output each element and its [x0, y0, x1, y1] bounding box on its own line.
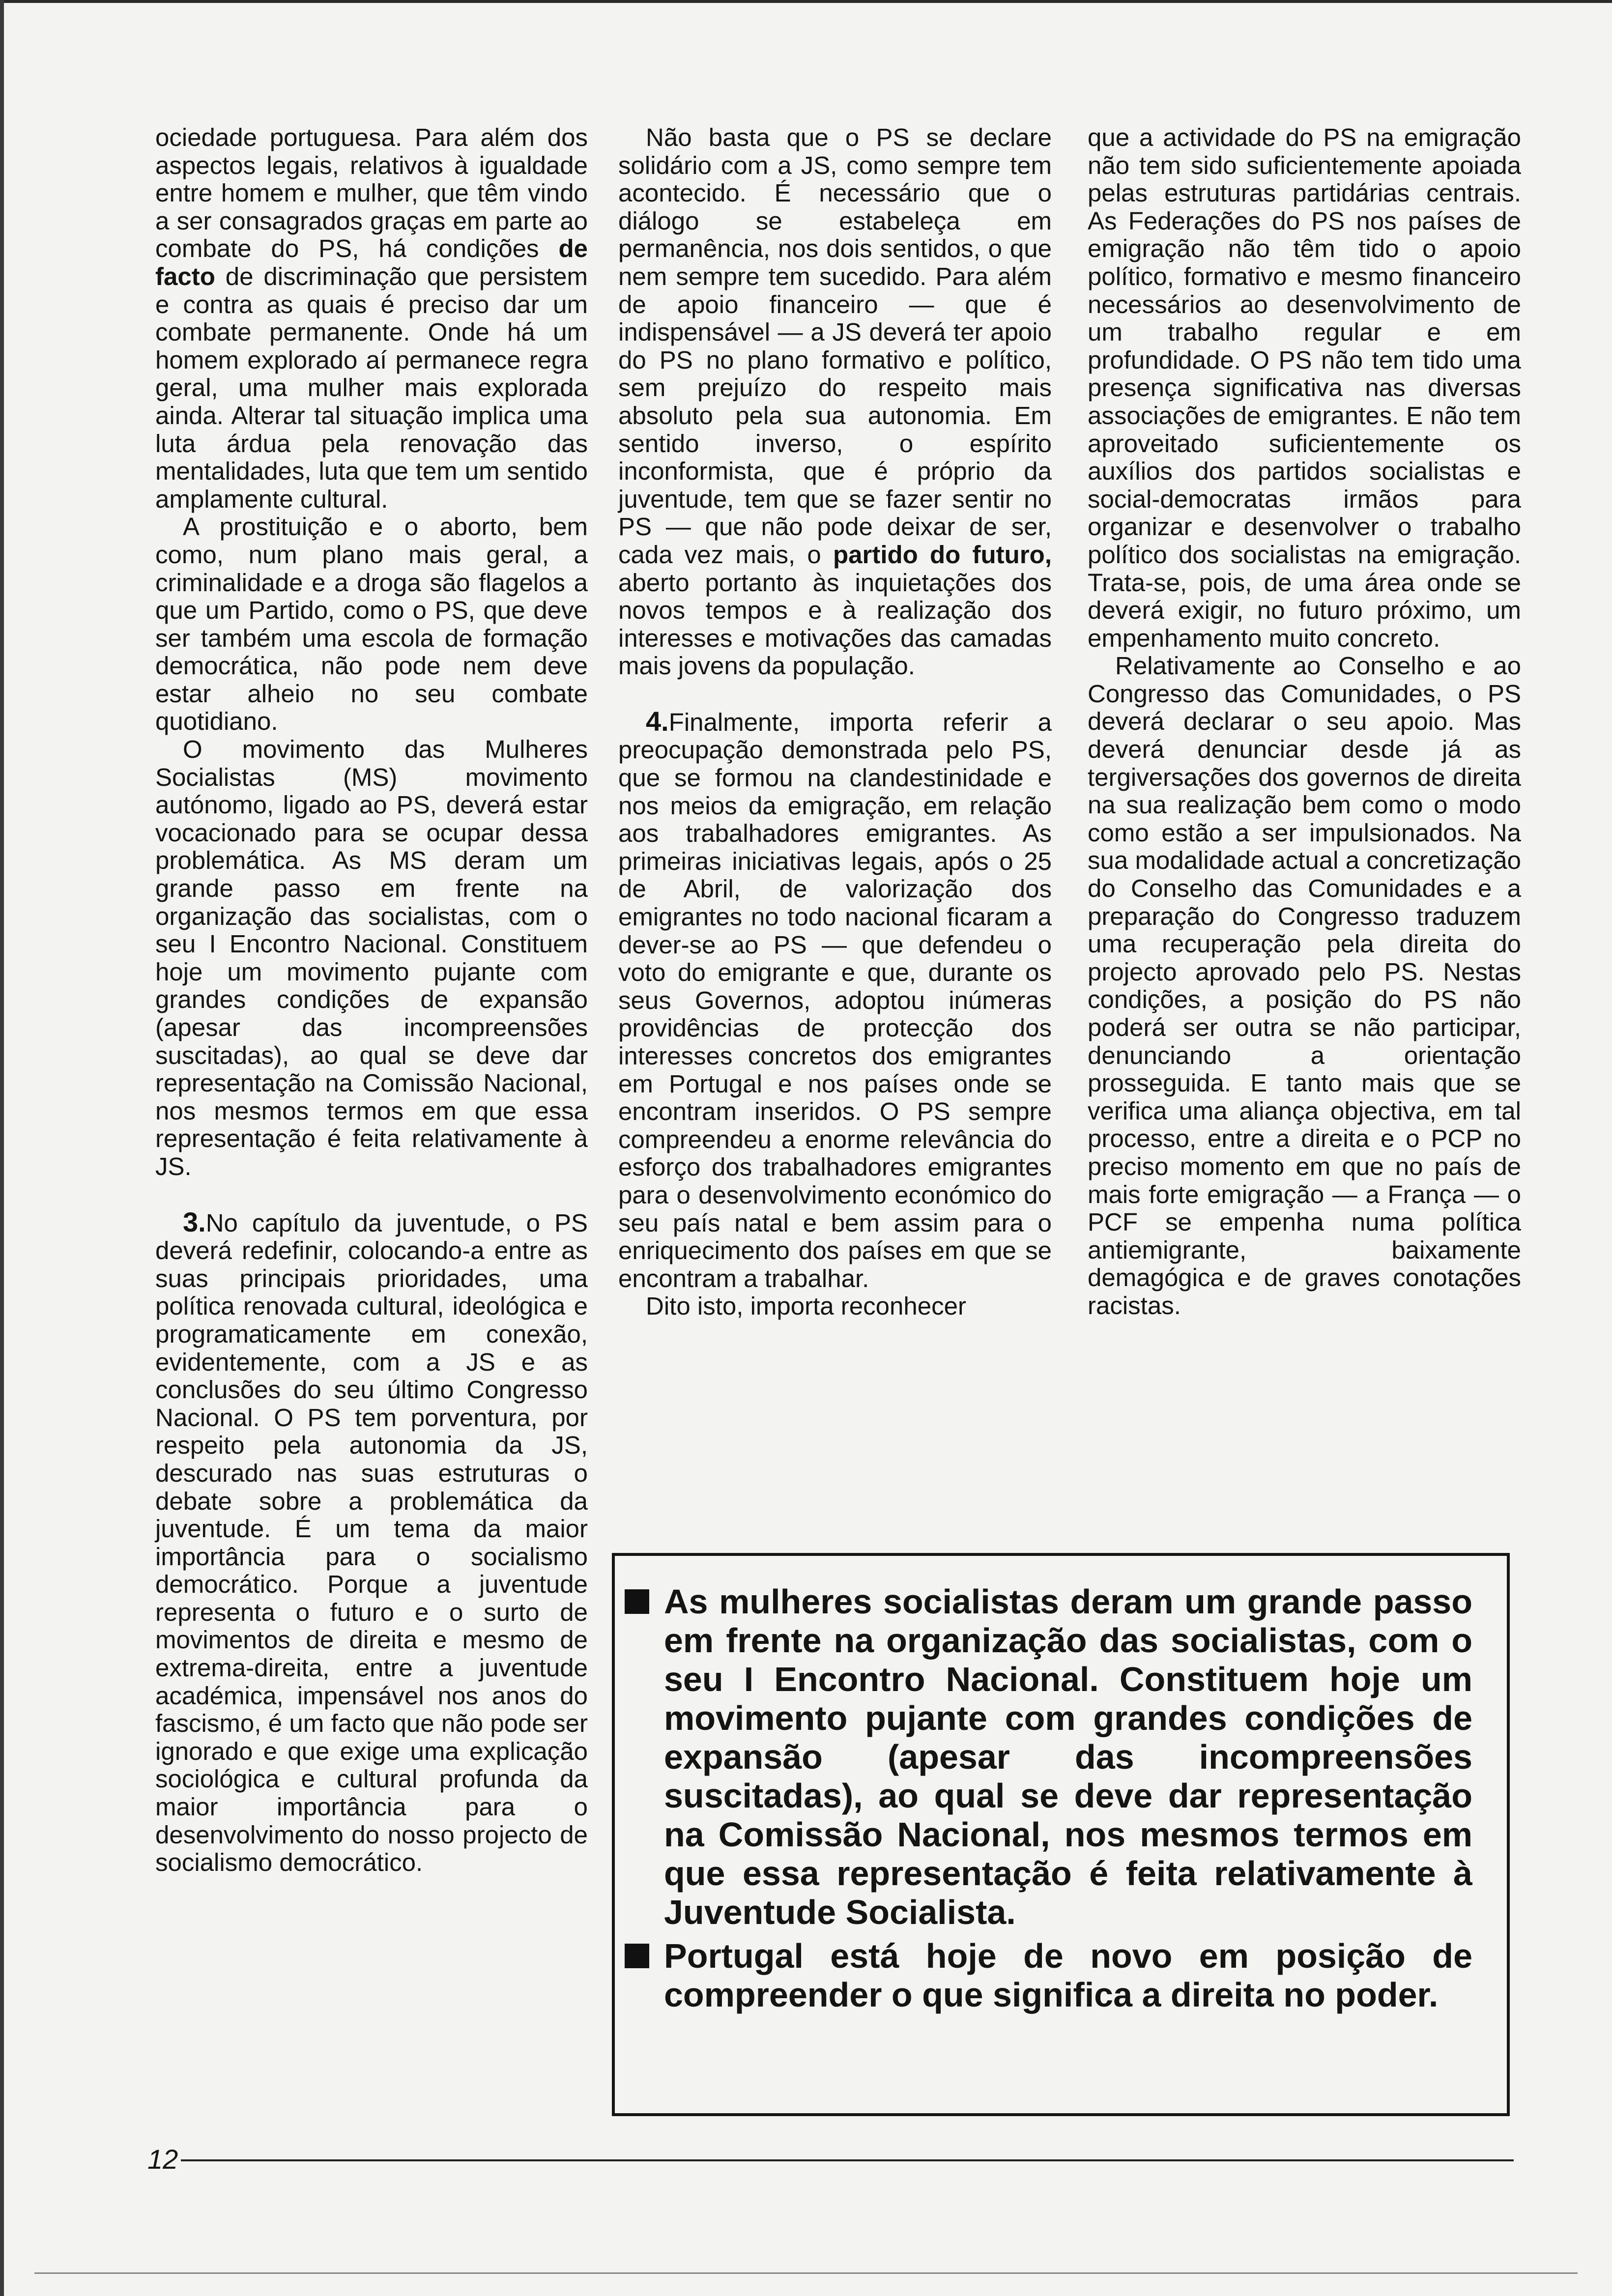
pullquote-item	[664, 1582, 1472, 1932]
page-number: 12	[147, 2145, 181, 2174]
square-bullet-icon	[625, 1589, 649, 1614]
paragraph: que a actividade do PS na emigração não tem sido suficientemente apoiada pelas estruturas partidárias centrais. As Federações do PS nos países de emigração não têm tido o apoio político, formativo e mesmo financeiro necessários ao desenvolvimento de um trabalho regular e em profundidade. O PS não tem tido uma presença significativa nas diversas associações de emigrantes. E não tem aproveitado suficientemente os auxílios dos partidos socialistas e social-democratas irmãos para organizar e desenvolver o trabalho político dos socialistas na emigração. Trata-se, pois, de uma área onde se deverá exigir, no futuro próximo, um empenhamento muito concreto.	[1088, 123, 1521, 652]
text-column-2	[618, 124, 1052, 1320]
paragraph	[618, 124, 1052, 680]
page-top-border	[0, 0, 1612, 3]
scan-edge-line	[34, 2272, 1578, 2274]
paragraph-text: No capítulo da juventude, o PS deverá redefinir, colocando-a entre as suas principais prioridades, uma política renovada cultural, ideológica e programaticamente em conexão, evidentemente, com a JS e as conclusões do seu último Congresso Nacional. O PS tem porventura, por respeito pela autonomia da JS, descurado nas suas estruturas o debate sobre a problemática da juventude. É um tema da maior importância para o socialismo democrático. Porque a juventude representa o futuro e o surto de movimentos de direita e mesmo de extrema-direita, entre a juventude académica, impensável nos anos do fascismo, é um facto que não pode ser ignorado e que exige uma explicação sociológica e cultural profunda da maior importância para o desenvolvimento do nosso projecto de socialismo democrático.	[155, 1208, 588, 1877]
pullquote-text: Portugal está hoje de novo em posição de compreender o que significa a direita no poder.	[664, 1937, 1472, 2014]
paragraph-text: de discriminação que persistem e contra as quais é preciso dar um combate permanente. Onde há um homem explorado aí permanece regra geral, uma mulher mais explorada ainda. Alterar tal situação implica uma luta árdua pela renovação das mentalidades, luta que tem um sentido amplamente cultural.	[155, 262, 588, 513]
section-paragraph	[155, 1208, 588, 1877]
page-left-edge	[0, 0, 4, 2296]
paragraph-text: aberto portanto às inquietações dos novos tempos e à realização dos interesses e motivações das camadas mais jovens da população.	[618, 568, 1052, 680]
text-column-1	[155, 124, 588, 1877]
emphasis-text: de facto	[155, 234, 588, 290]
footer-rule	[177, 2159, 1514, 2161]
pullquote-item	[664, 1937, 1472, 2014]
text-column-3	[1088, 124, 1521, 1320]
paragraph-text: Finalmente, importa referir a preocupação demonstrada pelo PS, que se formou na clandestinidade e nos meios da emigração, em relação aos trabalhadores emigrantes. As primeiras iniciativas legais, após o 25 de Abril, de valorização dos emigrantes no todo nacional ficaram a dever-se ao PS — que defendeu o voto do emigrante e que, durante os seus Governos, adoptou inúmeras providências de protecção dos interesses concretos dos emigrantes em Portugal e nos países onde se encontram inseridos. O PS sempre compreendeu a enorme relevância do esforço dos trabalhadores emigrantes para o desenvolvimento económico do seu país natal e bem assim para o enriquecimento dos países em que se encontram a trabalhar.	[618, 708, 1052, 1292]
pullquote-text: As mulheres socialistas deram um grande passo em frente na organização das socialistas, com o seu I Encontro Nacional. Constituem hoje um movimento pujante com grandes condições de expansão (apesar das incompreensões suscitadas), ao qual se deve dar representação na Comissão Nacional, nos mesmos termos em que essa representação é feita relativamente à Juventude Socialista.	[664, 1582, 1472, 1931]
section-number: 4.	[646, 705, 669, 737]
square-bullet-icon	[625, 1944, 649, 1968]
paragraph-text: ociedade portuguesa. Para além dos aspectos legais, relativos à igualdade entre homem e mulher, que têm vindo a ser consagrados graças em parte ao combate do PS, há condições	[155, 123, 588, 263]
pullquote-box	[612, 1553, 1510, 2116]
emphasis-text: partido do futuro,	[833, 540, 1052, 569]
paragraph-text: Não basta que o PS se declare solidário com a JS, como sempre tem acontecido. É necessário que o diálogo se estabeleça em permanência, nos dois sentidos, o que nem sempre tem sucedido. Para além de apoio financeiro — que é indispensável — a JS deverá ter apoio do PS no plano formativo e político, sem prejuízo do respeito mais absoluto pela sua autonomia. Em sentido inverso, o espírito inconformista, que é próprio da juventude, tem que se fazer sentir no PS — que não pode deixar de ser, cada vez mais, o	[618, 123, 1052, 569]
paragraph: O movimento das Mulheres Socialistas (MS) movimento autónomo, ligado ao PS, deverá estar vocacionado para se ocupar dessa problemática. As MS deram um grande passo em frente na organização das socialistas, com o seu I Encontro Nacional. Constituem hoje um movimento pujante com grandes condições de expansão (apesar das incompreensões suscitadas), ao qual se deve dar representação na Comissão Nacional, nos mesmos termos em que essa representação é feita relativamente à JS.	[155, 735, 588, 1180]
paragraph: Dito isto, importa reconhecer	[646, 1292, 966, 1320]
section-number: 3.	[183, 1206, 206, 1237]
paragraph	[155, 124, 588, 513]
section-paragraph	[618, 705, 1052, 1292]
paragraph: Relativamente ao Conselho e ao Congresso das Comunidades, o PS deverá declarar o seu apoio. Mas deverá denunciar desde já as tergiversações dos governos de direita na sua realização bem como o modo como estão a ser impulsionados. Na sua modalidade actual a concretização do Conselho das Comunidades e a preparação do Congresso traduzem uma recuperação pela direita do projecto aprovado pelo PS. Nestas condições, a posição do PS não poderá ser outra se não participar, denunciando a orientação prosseguida. E tanto mais que se verifica uma aliança objectiva, em tal processo, entre a direita e o PCP no preciso momento em que no país de mais forte emigração — a França — o PCF se empenha numa política antiemigrante, baixamente demagógica e de graves conotações racistas.	[1088, 652, 1521, 1320]
paragraph: A prostituição e o aborto, bem como, num plano mais geral, a criminalidade e a droga são flagelos a que um Partido, como o PS, que deve ser também uma escola de formação democrática, não pode nem deve estar alheio no seu combate quotidiano.	[155, 513, 588, 736]
